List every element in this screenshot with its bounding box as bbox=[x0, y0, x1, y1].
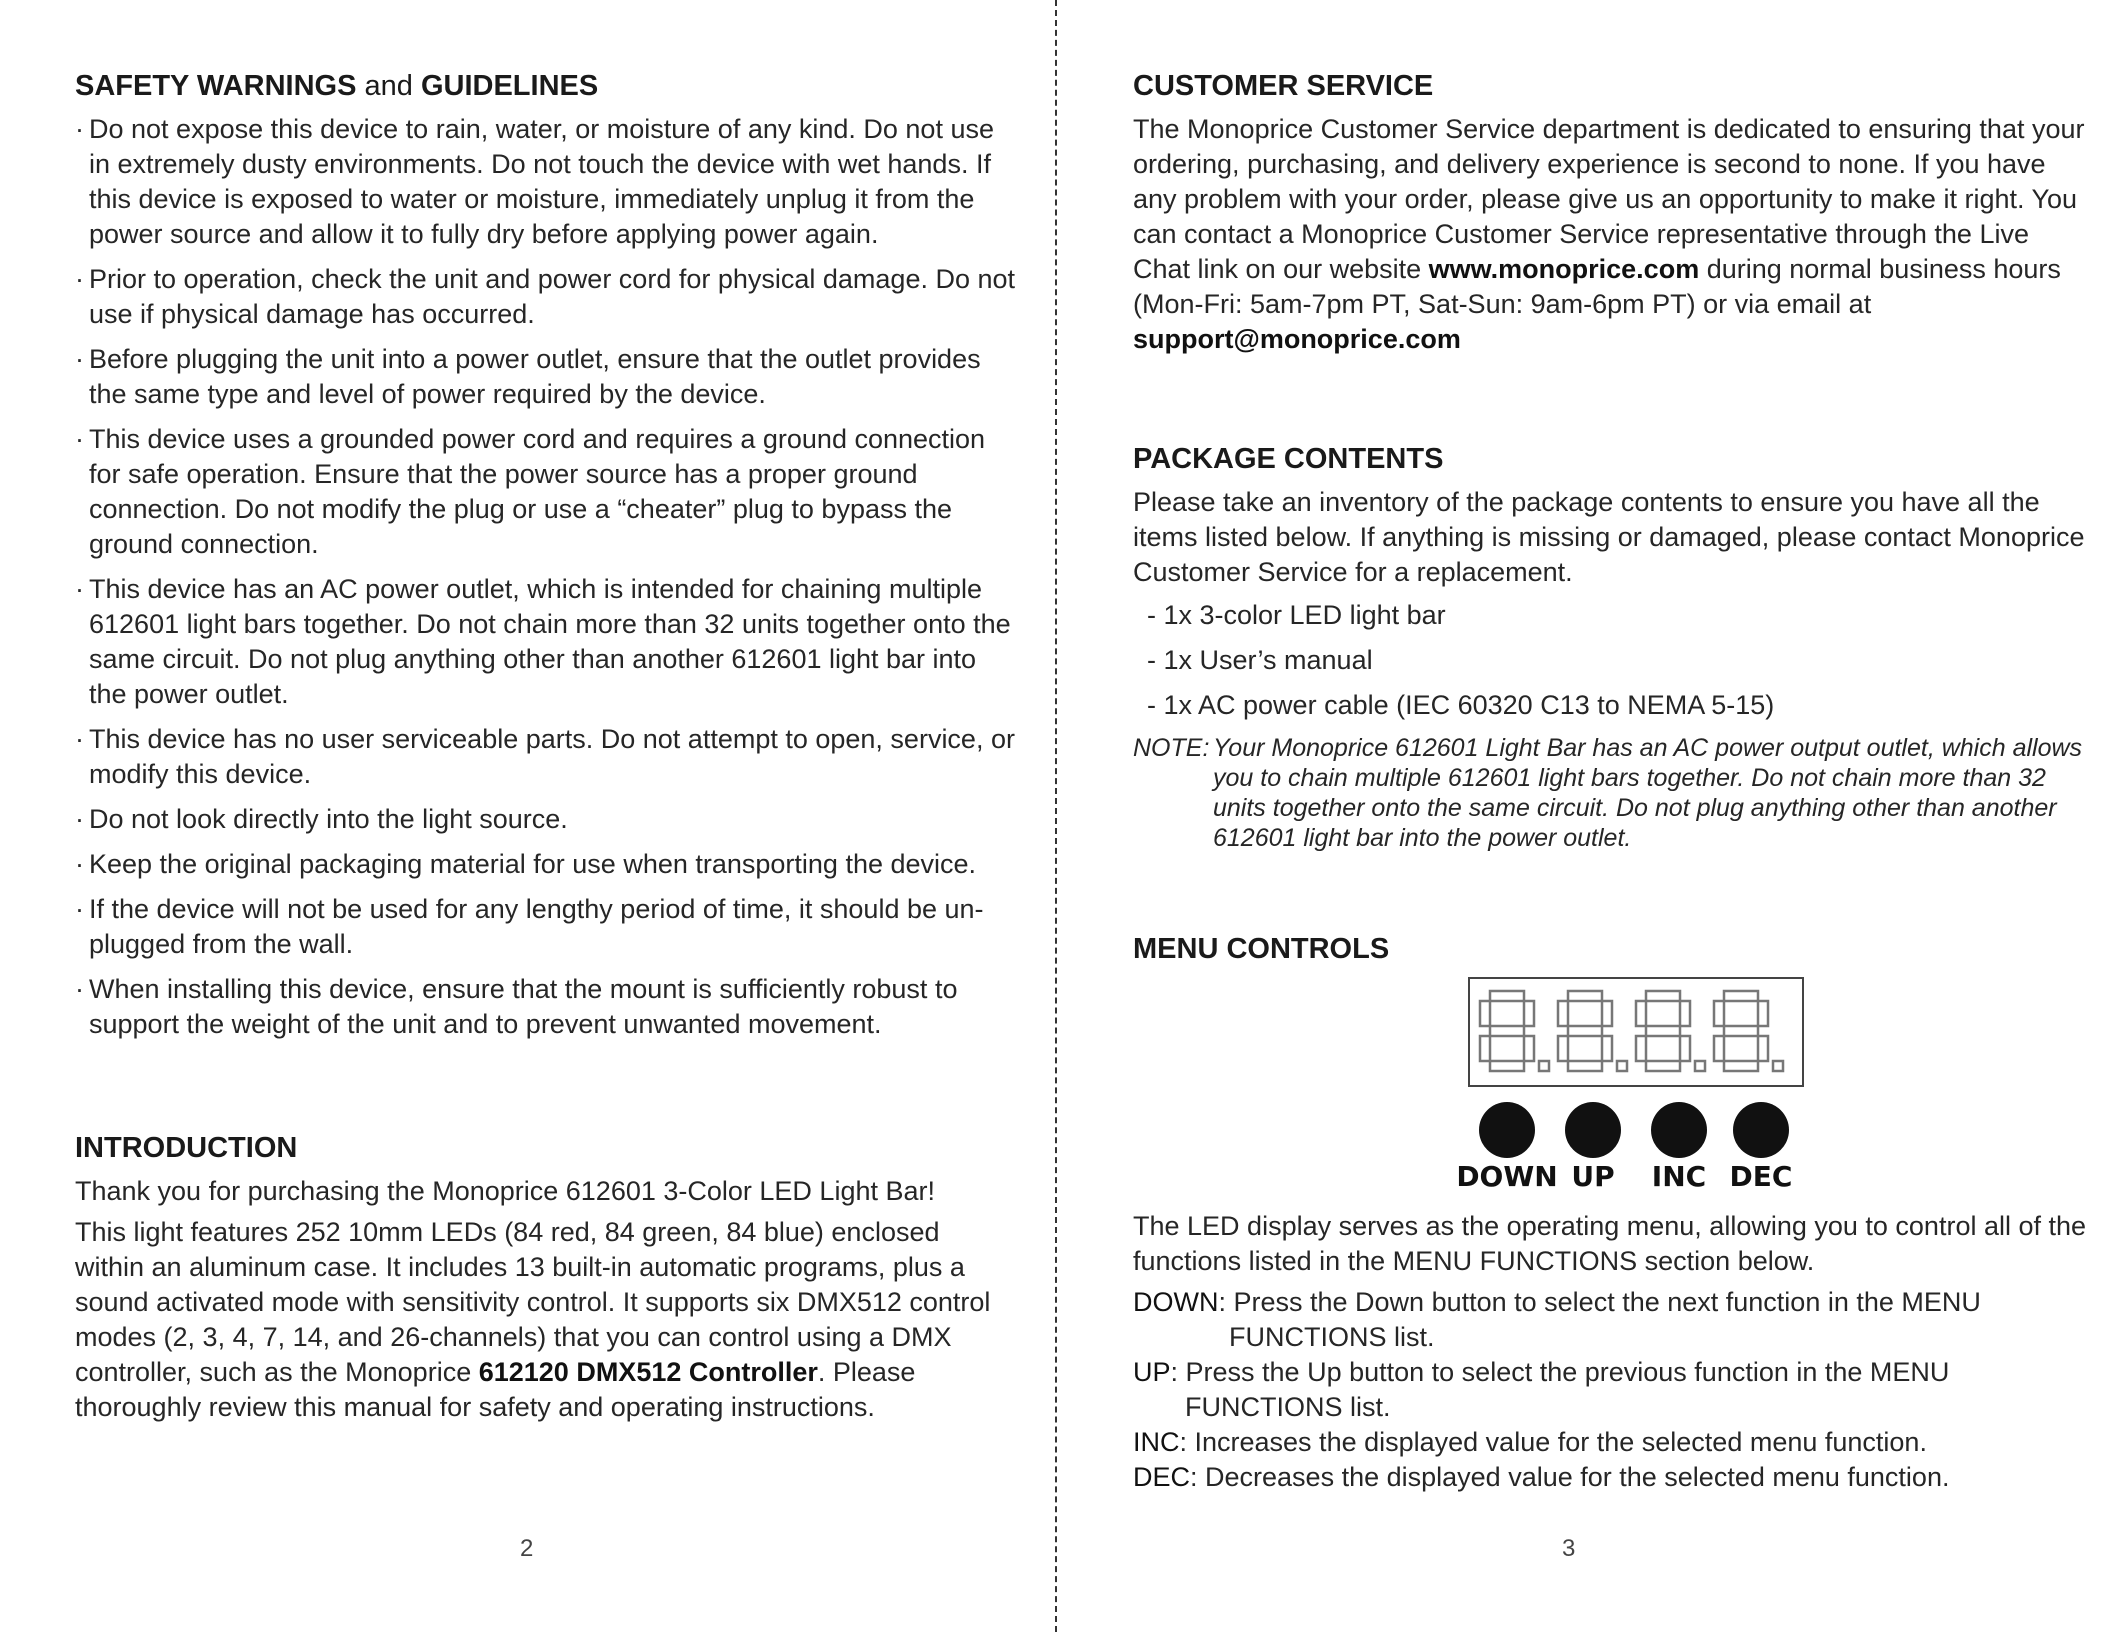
display-segment bbox=[1480, 1036, 1490, 1061]
safety-item: · Prior to operation, check the unit and power cord for physical damage. Do not use if physical damage has occurred. bbox=[75, 264, 1016, 329]
safety-item: · This device has no user serviceable parts. Do not attempt to open, service, or modify this device. bbox=[75, 724, 1015, 789]
control-panel-diagram bbox=[1133, 977, 2092, 1197]
display-segment bbox=[1724, 1061, 1758, 1071]
display-segment bbox=[1724, 1026, 1758, 1036]
display-decimal-point bbox=[1539, 1061, 1549, 1071]
note-label: NOTE: bbox=[1133, 734, 1210, 762]
inc-button[interactable] bbox=[1651, 1102, 1707, 1158]
display-segment bbox=[1490, 1061, 1524, 1071]
safety-item: · Do not expose this device to rain, water, or moisture of any kind. Do not use in extremely dusty environments. Do not touch the device with wet hands. If this device is exposed to water or moisture, immediately unplug it from the power source and allow it to fully dry before applying power again. bbox=[75, 114, 994, 249]
safety-item: · Keep the original packaging material for use when transporting the device. bbox=[75, 849, 977, 879]
page-number: 2 bbox=[520, 1535, 534, 1562]
note-text: Your Monoprice 612601 Light Bar has an AC power output outlet, which allows you to chain multiple 612601 light bars together. Do not chain more than 32 units together onto the same circuit. Do not plug anything other than another 612601 light bar into the power outlet. bbox=[1213, 734, 2083, 852]
package-note bbox=[1133, 733, 2092, 853]
support-email-link[interactable]: support@monoprice.com bbox=[1133, 324, 1461, 354]
display-segment bbox=[1558, 1001, 1568, 1026]
introduction-paragraph: This light features 252 10mm LEDs (84 red, 84 green, 84 blue) enclosed within an aluminum case. It includes 13 built-in automatic programs, plus a sound activated mode with sensitivity control. It supports six DMX512 control modes (2, 3, 4, 7, 14, and 26-channels) that you can control using a DMX controller, such as the Monoprice 612120 DMX512 Controller. Please thoroughly review this manual for safety and operating instructions. bbox=[75, 1217, 991, 1422]
list-item: - 1x 3-color LED light bar bbox=[1147, 600, 1446, 630]
led-display bbox=[1468, 977, 1804, 1087]
safety-item: · Do not look directly into the light source. bbox=[75, 804, 568, 834]
display-segment bbox=[1568, 991, 1602, 1001]
display-segment bbox=[1758, 1036, 1768, 1061]
safety-item: · This device uses a grounded power cord and requires a ground connection for safe operation. Ensure that the power source has a proper ground connection. Do not modify the plug or use a “cheater” plug to bypass the ground connection. bbox=[75, 424, 986, 559]
display-segment bbox=[1646, 991, 1680, 1001]
display-segment bbox=[1568, 1026, 1602, 1036]
introduction-heading: INTRODUCTION bbox=[75, 1132, 298, 1164]
safety-item: · Before plugging the unit into a power outlet, ensure that the outlet provides the same type and level of power required by the device. bbox=[75, 344, 981, 409]
definition-inc: INC: Increases the displayed value for the selected menu function. bbox=[1133, 1427, 1927, 1457]
menu-controls-heading: MENU CONTROLS bbox=[1133, 933, 1390, 965]
seven-segment-digits bbox=[1470, 979, 1802, 1085]
display-segment bbox=[1558, 1036, 1568, 1061]
up-button[interactable] bbox=[1565, 1102, 1621, 1158]
dec-button-label: DEC bbox=[1729, 1160, 1793, 1193]
display-decimal-point bbox=[1695, 1061, 1705, 1071]
right-page bbox=[1057, 0, 2112, 1632]
down-button[interactable] bbox=[1479, 1102, 1535, 1158]
definition-dec: DEC: Decreases the displayed value for the selected menu function. bbox=[1133, 1462, 1950, 1492]
safety-item: · When installing this device, ensure that the mount is sufficiently robust to support the weight of the unit and to prevent unwanted movement. bbox=[75, 974, 958, 1039]
display-decimal-point bbox=[1617, 1061, 1627, 1071]
safety-list bbox=[75, 112, 1016, 1042]
up-button-label: UP bbox=[1571, 1160, 1615, 1193]
display-segment bbox=[1524, 1036, 1534, 1061]
introduction-body bbox=[75, 1174, 1016, 1425]
display-segment bbox=[1602, 1001, 1612, 1026]
display-segment bbox=[1490, 991, 1524, 1001]
controller-model: 612120 DMX512 Controller bbox=[478, 1357, 818, 1387]
display-segment bbox=[1602, 1036, 1612, 1061]
page-number: 3 bbox=[1562, 1535, 1576, 1562]
display-segment bbox=[1636, 1036, 1646, 1061]
display-segment bbox=[1524, 1001, 1534, 1026]
safety-item: · This device has an AC power outlet, which is intended for chaining multiple 612601 light bars together. Do not chain more than 32 units together onto the same circuit. Do not plug anything other than another 612601 light bar into the power outlet. bbox=[75, 574, 1011, 709]
display-segment bbox=[1636, 1001, 1646, 1026]
down-button-label: DOWN bbox=[1456, 1160, 1558, 1193]
display-segment bbox=[1724, 991, 1758, 1001]
package-contents-heading: PACKAGE CONTENTS bbox=[1133, 443, 1444, 475]
display-decimal-point bbox=[1773, 1061, 1783, 1071]
inc-button-label: INC bbox=[1651, 1160, 1707, 1193]
safety-item: · If the device will not be used for any lengthy period of time, it should be un-plugged from the wall. bbox=[75, 894, 984, 959]
menu-description: The LED display serves as the operating menu, allowing you to control all of the functions listed in the MENU FUNCTIONS section below. bbox=[1133, 1211, 2087, 1276]
display-segment bbox=[1680, 1001, 1690, 1026]
display-segment bbox=[1680, 1036, 1690, 1061]
definition-down: DOWN: Press the Down button to select the next function in the MENU FUNCTIONS list. bbox=[1133, 1287, 1981, 1352]
customer-service-body: The Monoprice Customer Service department is dedicated to ensuring that your ordering, purchasing, and delivery experience is second to none. If you have any problem with your order, please give us an opportunity to make it right. You can contact a Monoprice Customer Service representative through the Live Chat link on our website www.monoprice.com during normal business hours (Mon-Fri: 5am-7pm PT, Sat-Sun: 9am-6pm PT) or via email at support@monoprice.com bbox=[1133, 114, 2085, 354]
website-link[interactable]: www.monoprice.com bbox=[1428, 254, 1700, 284]
customer-service-heading: CUSTOMER SERVICE bbox=[1133, 70, 1434, 102]
package-contents-list bbox=[1133, 598, 2092, 723]
display-segment bbox=[1646, 1061, 1680, 1071]
list-item: - 1x User’s manual bbox=[1147, 645, 1373, 675]
package-contents-intro: Please take an inventory of the package contents to ensure you have all the items listed below. If anything is missing or damaged, please contact Monoprice Customer Service for a replacement. bbox=[1133, 487, 2085, 587]
introduction-paragraph: Thank you for purchasing the Monoprice 612601 3-Color LED Light Bar! bbox=[75, 1176, 935, 1206]
list-item: - 1x AC power cable (IEC 60320 C13 to NEMA 5-15) bbox=[1147, 690, 1775, 720]
display-segment bbox=[1480, 1001, 1490, 1026]
display-segment bbox=[1646, 1026, 1680, 1036]
safety-heading: SAFETY WARNINGS and GUIDELINES bbox=[75, 70, 599, 102]
display-segment bbox=[1568, 1061, 1602, 1071]
display-segment bbox=[1714, 1036, 1724, 1061]
display-segment bbox=[1714, 1001, 1724, 1026]
display-segment bbox=[1490, 1026, 1524, 1036]
display-segment bbox=[1758, 1001, 1768, 1026]
definition-up: UP: Press the Up button to select the previous function in the MENU FUNCTIONS list. bbox=[1133, 1357, 1950, 1422]
dec-button[interactable] bbox=[1733, 1102, 1789, 1158]
